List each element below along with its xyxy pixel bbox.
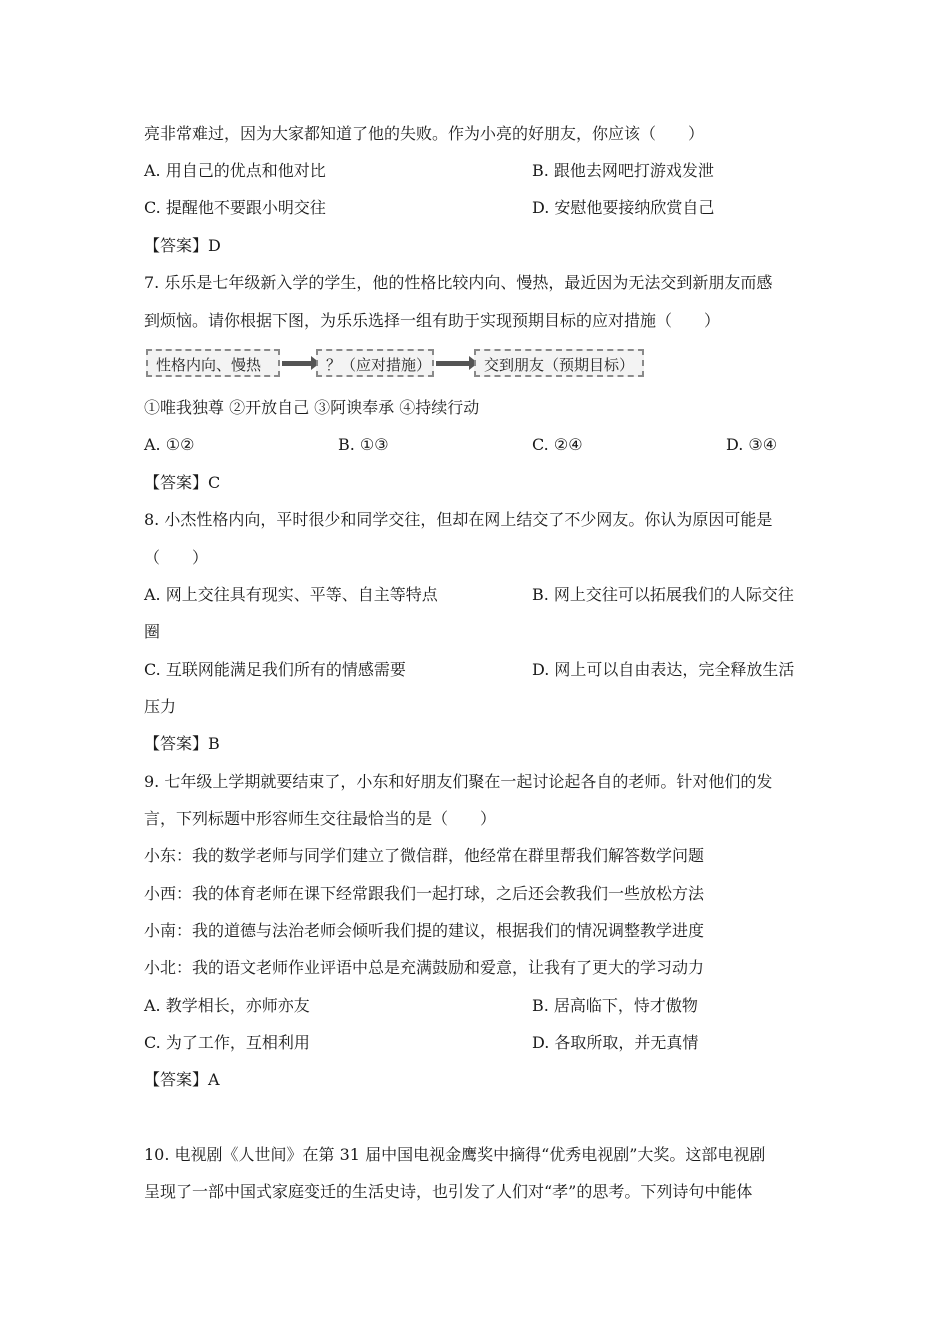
q9-statement: 小北：我的语文老师作业评语中总是充满鼓励和爱意，让我有了更大的学习动力 [144, 958, 705, 977]
q9-option-c[interactable]: C. 为了工作，互相利用 [144, 1033, 310, 1052]
diagram-arrow-1 [282, 361, 312, 366]
q9-statement: 小东：我的数学老师与同学们建立了微信群，他经常在群里帮我们解答数学问题 [144, 846, 705, 865]
q7-answer: 【答案】C [144, 473, 221, 492]
diagram-box-trait: 性格内向、慢热 [146, 349, 280, 377]
q6-option-b[interactable]: B. 跟他去网吧打游戏发泄 [532, 161, 714, 180]
q6-option-a[interactable]: A. 用自己的优点和他对比 [144, 161, 326, 180]
q6-option-c[interactable]: C. 提醒他不要跟小明交往 [144, 198, 326, 217]
q7-stem-line1: 7. 乐乐是七年级新入学的学生，他的性格比较内向、慢热，最近因为无法交到新朋友而感 [144, 273, 773, 292]
q10-stem-line1: 10. 电视剧《人世间》在第 31 届中国电视金鹰奖中摘得“优秀电视剧”大奖。这部电视剧 [144, 1145, 766, 1164]
q9-answer: 【答案】A [144, 1070, 220, 1089]
diagram-arrow-2 [436, 361, 470, 366]
q8-option-c[interactable]: C. 互联网能满足我们所有的情感需要 [144, 660, 406, 679]
q6-answer: 【答案】D [144, 236, 221, 255]
q8-option-b[interactable]: B. 网上交往可以拓展我们的人际交往 [532, 585, 794, 604]
q8-option-d-cont: 压力 [144, 697, 177, 716]
q9-statement: 小西：我的体育老师在课下经常跟我们一起打球，之后还会教我们一些放松方法 [144, 884, 705, 903]
q7-choices: ①唯我独尊 ②开放自己 ③阿谀奉承 ④持续行动 [144, 398, 480, 417]
q8-option-b-cont: 圈 [144, 622, 161, 641]
q6-stem: 亮非常难过，因为大家都知道了他的失败。作为小亮的好朋友，你应该（ ） [144, 124, 705, 143]
q7-flow-diagram [144, 349, 646, 379]
q8-stem-line1: 8. 小杰性格内向，平时很少和同学交往，但却在网上结交了不少网友。你认为原因可能是 [144, 510, 773, 529]
q7-option-a[interactable]: A. ①② [144, 435, 195, 454]
diagram-box-goal: 交到朋友（预期目标） [474, 349, 644, 377]
q8-stem-line2: （ ） [144, 548, 209, 567]
q7-option-d[interactable]: D. ③④ [726, 435, 778, 454]
q9-statement: 小南：我的道德与法治老师会倾听我们提的建议，根据我们的情况调整教学进度 [144, 921, 705, 940]
diagram-box-measure: ？（应对措施） [316, 349, 434, 377]
q6-option-d[interactable]: D. 安慰他要接纳欣赏自己 [532, 198, 715, 217]
q9-option-b[interactable]: B. 居高临下，恃才傲物 [532, 996, 698, 1015]
q7-option-b[interactable]: B. ①③ [338, 435, 389, 454]
q8-option-a[interactable]: A. 网上交往具有现实、平等、自主等特点 [144, 585, 438, 604]
q8-answer: 【答案】B [144, 734, 220, 753]
q7-stem-line2: 到烦恼。请你根据下图，为乐乐选择一组有助于实现预期目标的应对措施（ ） [144, 311, 721, 330]
q9-option-d[interactable]: D. 各取所取，并无真情 [532, 1033, 699, 1052]
q7-option-c[interactable]: C. ②④ [532, 435, 583, 454]
q9-stem-line2: 言，下列标题中形容师生交往最恰当的是（ ） [144, 809, 497, 828]
q9-stem-line1: 9. 七年级上学期就要结束了，小东和好朋友们聚在一起讨论起各自的老师。针对他们的发 [144, 772, 773, 791]
q8-option-d[interactable]: D. 网上可以自由表达，完全释放生活 [532, 660, 795, 679]
q10-stem-line2: 呈现了一部中国式家庭变迁的生活史诗，也引发了人们对“孝”的思考。下列诗句中能体 [144, 1182, 753, 1201]
q9-option-a[interactable]: A. 教学相长，亦师亦友 [144, 996, 310, 1015]
